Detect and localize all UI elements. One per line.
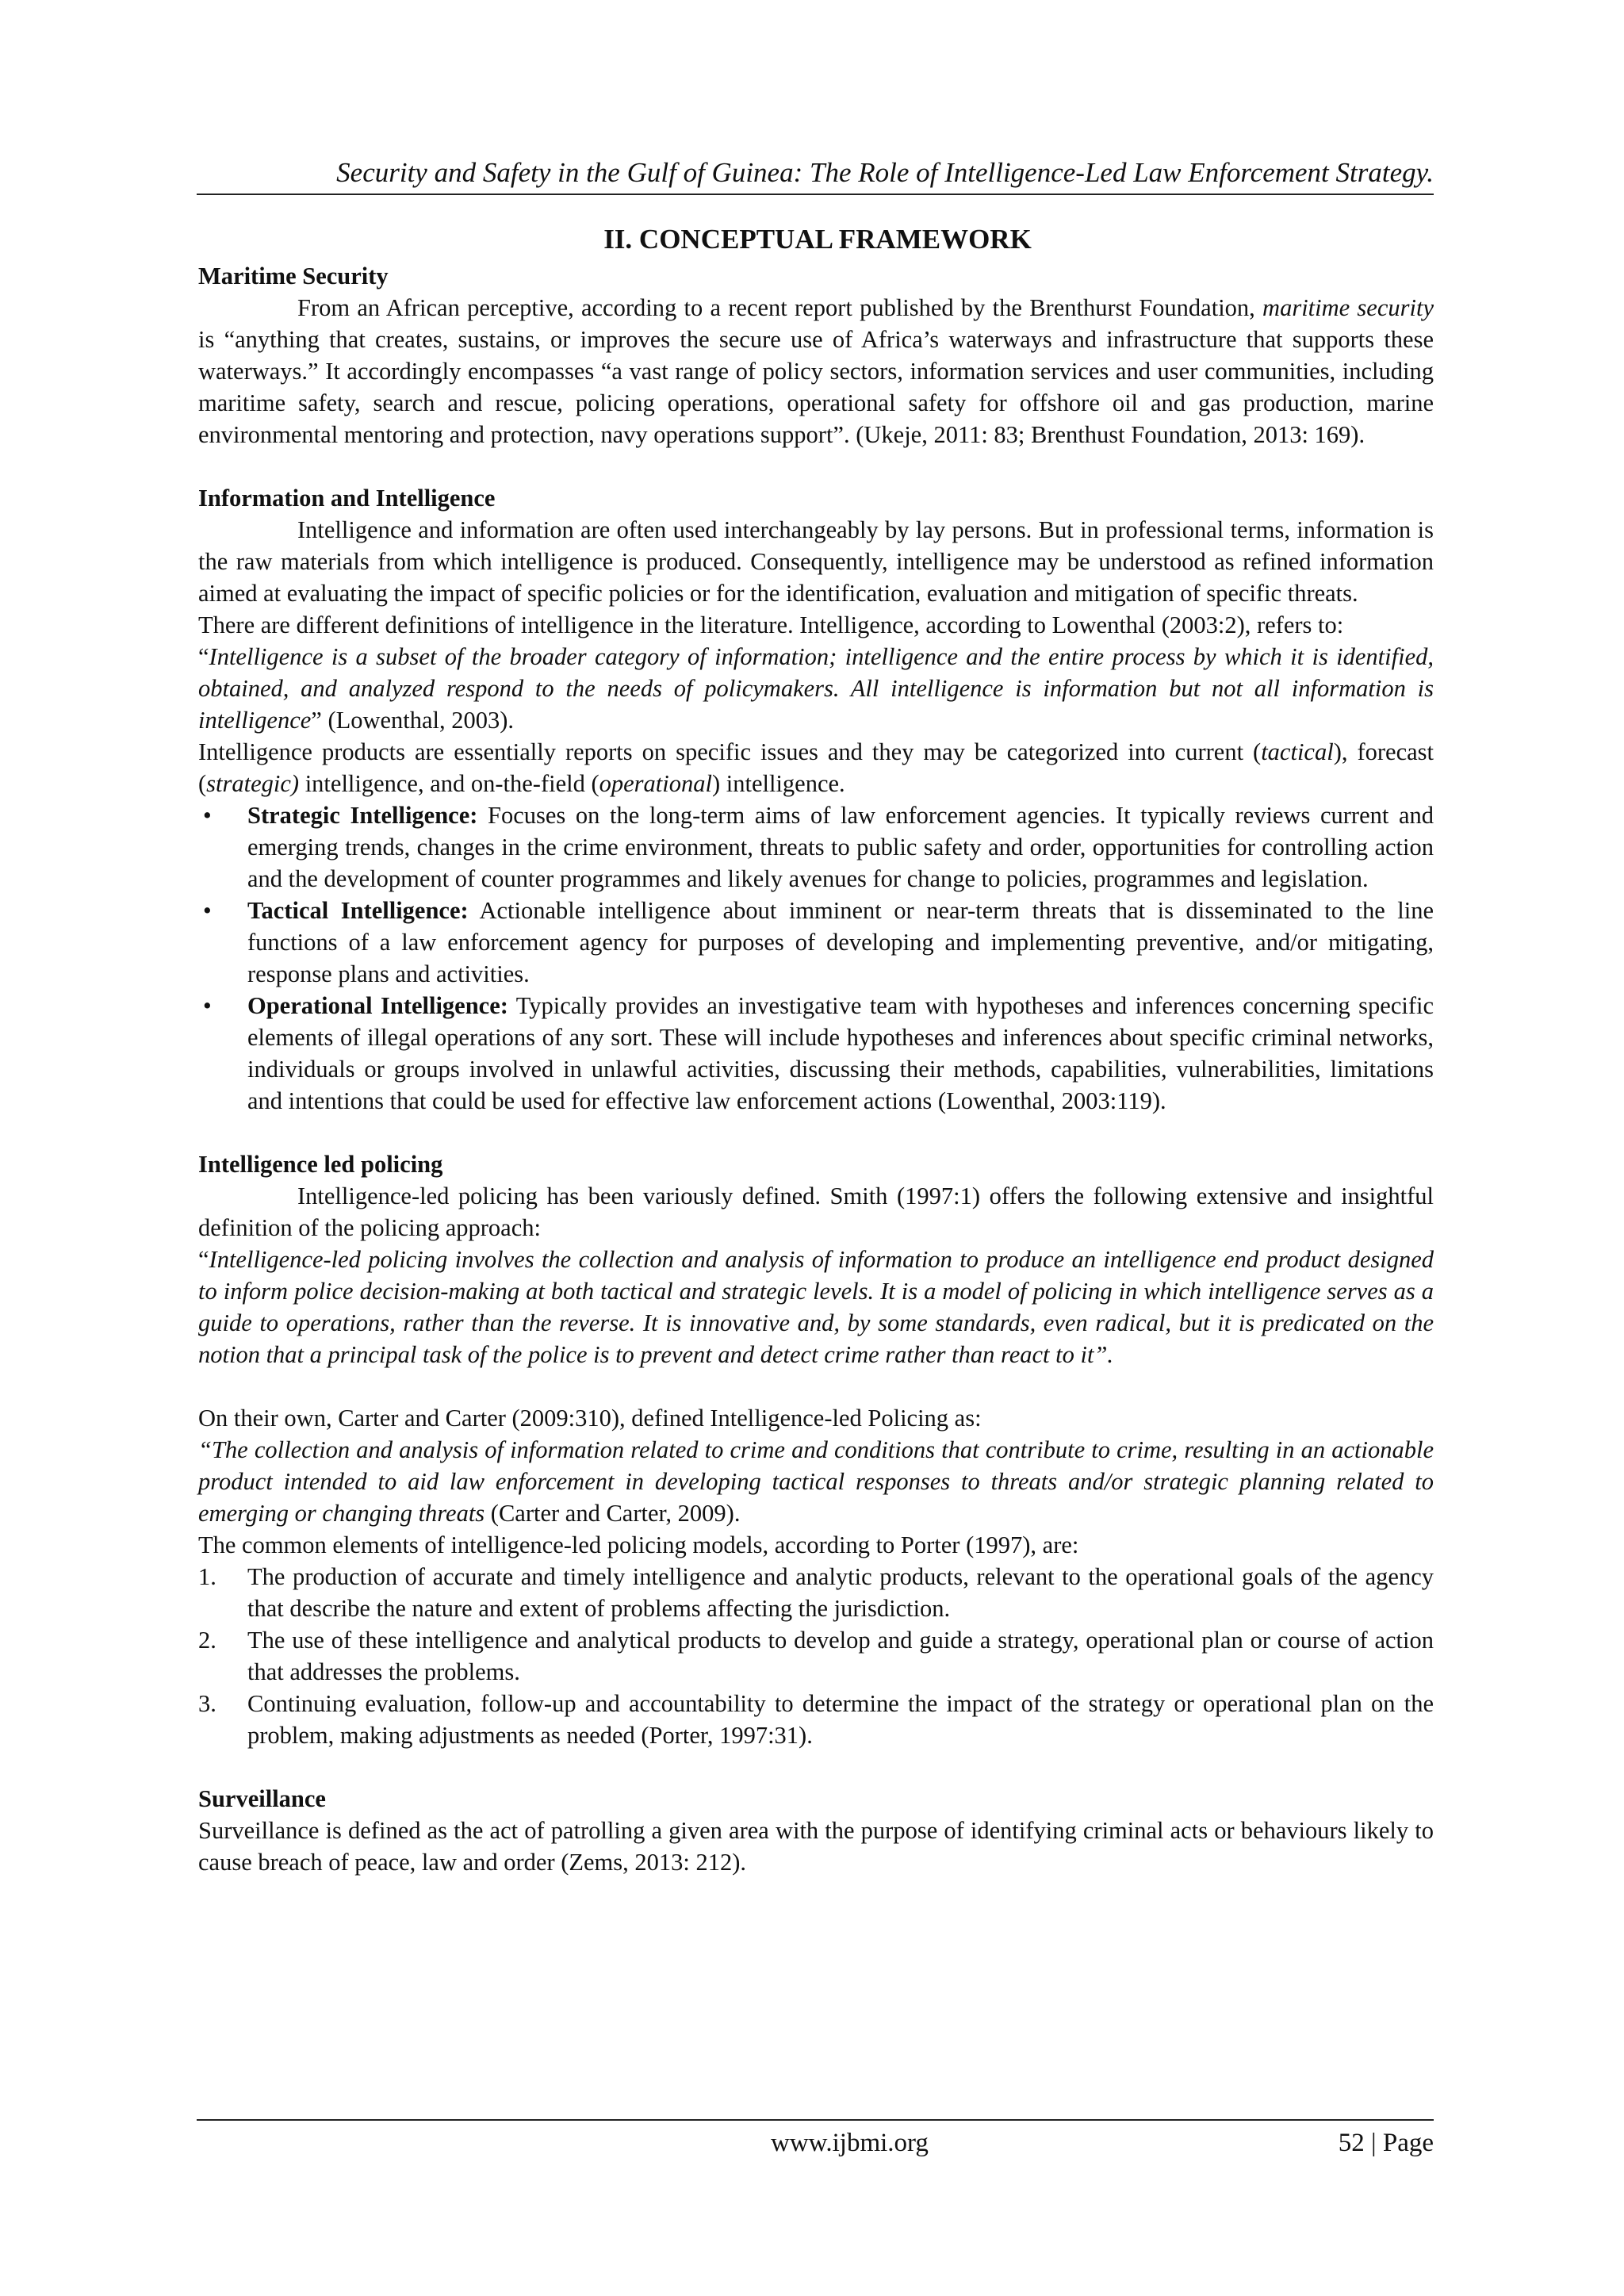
subheading-maritime-security: Maritime Security (198, 263, 389, 289)
list-item-text: The production of accurate and timely intelligence and analytic products, relevant to the operational goals of the agency that describe the nature and extent of problems affecting the jurisdiction. (247, 1563, 1434, 1622)
text-run: From an African perceptive, according to a recent report published by the Brenthurst Foundation, (297, 294, 1263, 321)
section-title: II. CONCEPTUAL FRAMEWORK (603, 224, 1032, 255)
text-run: “ (198, 643, 209, 670)
list-number: 3. (198, 1690, 216, 1717)
list-item-text: Focuses on the long-term aims of law enforcement agencies. It typically reviews current and emerging trends, changes in the crime environment, threats to public safety and order, opportunities for controlling action and the development of counter programmes and likely avenues for change to policies, programmes and legislation. (247, 802, 1434, 892)
list-item (198, 799, 1434, 895)
running-header: Security and Safety in the Gulf of Guinea: The Role of Intelligence-Led Law Enforcement Strategy. (336, 157, 1434, 188)
term-strategic: strategic) (206, 770, 300, 797)
text-run: Intelligence products are essentially reports on specific issues and they may be categorized into current ( (198, 738, 1262, 765)
text-run: is “anything that creates, sustains, or improves the secure use of Africa’s waterways and infrastructure that supports these waterways.” It accordingly encompasses “a vast range of policy sectors, information services and user communities, including maritime safety, search and rescue, policing operations, operational safety for offshore oil and gas production, marine environmental mentoring and protection, navy operations support”. (Ukeje, 2011: 83; Brenthust Foundation, 2013: 169). (198, 326, 1434, 448)
quote-text: Intelligence-led policing involves the collection and analysis of information to produce an intelligence end product designed to inform police decision-making at both tactical and strategic levels. It is a model of policing in which intelligence serves as a guide to operations, rather than the reverse. It is innovative and, by some standards, even radical, but it is predicated on the notion that a principal task of the police is to prevent and detect crime rather than react to it”. (198, 1246, 1434, 1368)
paragraph-porter: The common elements of intelligence-led policing models, according to Porter (1997), are: (198, 1531, 1079, 1558)
text-run: “ (198, 1246, 209, 1273)
term-operational: operational (599, 770, 712, 797)
term-tactical: tactical (1261, 738, 1334, 765)
intelligence-types-list (198, 799, 1434, 1117)
bullet-icon: • (203, 802, 212, 829)
list-item (198, 1561, 1434, 1624)
list-item-term: Tactical Intelligence: (247, 897, 469, 924)
paragraph-info-definitions: There are different definitions of intelligence in the literature. Intelligence, according to Lowenthal (2003:2), refers to: (198, 611, 1344, 638)
list-item-text: Typically provides an investigative team with hypotheses and inferences concerning specific elements of illegal operations of any sort. These will include hypotheses and inferences about specific criminal networks, individuals or groups involved in unlawful activities, discussing their methods, capabilities, vulnerabilities, limitations and intentions that could be used for effective law enforcement actions (Lowenthal, 2003:119). (247, 992, 1434, 1114)
quote-smith (198, 1244, 1434, 1370)
text-run: intelligence, and on-the-field ( (299, 770, 599, 797)
list-number: 1. (198, 1563, 216, 1590)
paragraph-info-intro: Intelligence and information are often used interchangeably by lay persons. But in professional terms, information is the raw materials from which intelligence is produced. Consequently, intelligence may be understood as refined information aimed at evaluating the impact of specific policies or for the identification, evaluation and mitigation of specific threats. (198, 516, 1434, 607)
quote-citation: (Carter and Carter, 2009). (485, 1500, 741, 1527)
list-item-text: Actionable intelligence about imminent or near-term threats that is disseminated to the line functions of a law enforcement agency for purposes of developing and implementing preventive, and/or mitigating, response plans and activities. (247, 897, 1434, 987)
bullet-icon: • (203, 992, 212, 1019)
list-item (198, 1688, 1434, 1751)
quote-carter (198, 1434, 1434, 1529)
header-rule (197, 194, 1434, 195)
quote-lowenthal (198, 641, 1434, 736)
list-number: 2. (198, 1627, 216, 1654)
subheading-surveillance: Surveillance (198, 1785, 326, 1812)
spacer (198, 1751, 1434, 1783)
spacer (198, 450, 1434, 482)
subheading-information-intelligence: Information and Intelligence (198, 485, 496, 512)
text-run: ) intelligence. (711, 770, 845, 797)
text-run: ), forecast ( (198, 738, 1434, 797)
list-item-term: Operational Intelligence: (247, 992, 508, 1019)
spacer (198, 1370, 1434, 1402)
ilp-elements-list (198, 1561, 1434, 1751)
bullet-icon: • (203, 897, 212, 924)
footer-url: www.ijbmi.org (771, 2129, 929, 2157)
paragraph-ilp-intro: Intelligence-led policing has been variously defined. Smith (1997:1) offers the following extensive and insightful definition of the policing approach: (198, 1182, 1434, 1241)
list-item-text: Continuing evaluation, follow-up and accountability to determine the impact of the strategy or operational plan on the problem, making adjustments as needed (Porter, 1997:31). (247, 1690, 1434, 1749)
paragraph-surveillance: Surveillance is defined as the act of patrolling a given area with the purpose of identifying criminal acts or behaviours likely to cause breach of peace, law and order (Zems, 2013: 212). (198, 1817, 1434, 1876)
quote-text: “The collection and analysis of information related to crime and conditions that contribute to crime, resulting in an actionable product intended to aid law enforcement in developing tactical responses to threats and/or strategic planning related to emerging or changing threats (198, 1436, 1434, 1527)
article-body (198, 219, 1434, 1878)
page-number: 52 | Page (1338, 2129, 1434, 2157)
list-item (198, 895, 1434, 990)
paragraph-maritime-definition (198, 292, 1434, 450)
term-maritime-security: maritime security (1262, 294, 1434, 321)
list-item (198, 990, 1434, 1117)
subheading-intelligence-led-policing: Intelligence led policing (198, 1151, 443, 1178)
spacer (198, 1117, 1434, 1148)
paragraph-intelligence-products (198, 736, 1434, 799)
list-item-text: The use of these intelligence and analytical products to develop and guide a strategy, operational plan or course of action that addresses the problems. (247, 1627, 1434, 1685)
paragraph-carter: On their own, Carter and Carter (2009:310), defined Intelligence-led Policing as: (198, 1405, 982, 1432)
list-item-term: Strategic Intelligence: (247, 802, 478, 829)
quote-text: Intelligence is a subset of the broader category of information; intelligence and the entire process by which it is identified, obtained, and analyzed respond to the needs of policymakers. All intelligence is information but not all information is intelligence (198, 643, 1434, 734)
footer-rule (197, 2119, 1434, 2121)
list-item (198, 1624, 1434, 1688)
quote-citation: ” (Lowenthal, 2003). (311, 707, 515, 734)
